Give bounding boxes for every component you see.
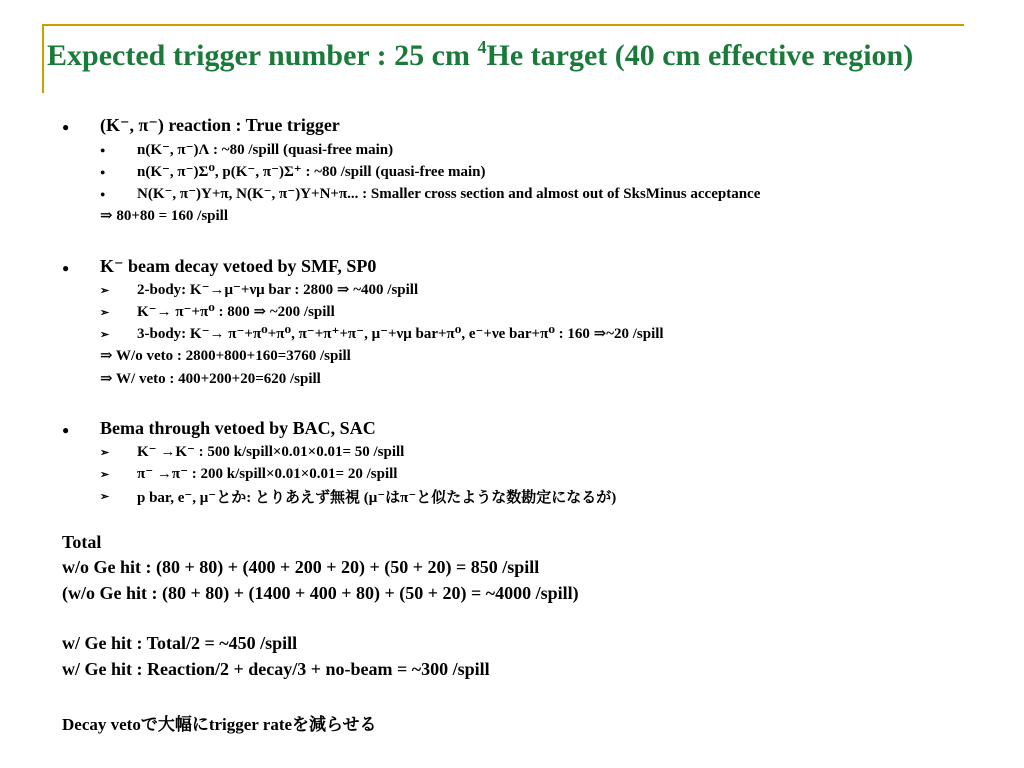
arrow-bullet-icon: ➢: [100, 469, 110, 481]
section2-item-2: K⁻→ π⁻+π⁰ : 800 ⇒ ~200 /spill: [137, 304, 335, 320]
section3-heading: Bema through vetoed by BAC, SAC: [100, 418, 376, 438]
arrow-bullet-icon: ➢: [100, 329, 110, 341]
section2-heading: K⁻ beam decay vetoed by SMF, SP0: [100, 256, 377, 276]
section2-item-1: 2-body: K⁻→μ⁻+νμ bar : 2800 ⇒ ~400 /spill: [137, 282, 419, 298]
bullet-icon: ●: [62, 261, 70, 275]
section3-item-2: π⁻ →π⁻ : 200 k/spill×0.01×0.01= 20 /spill: [137, 466, 398, 482]
arrow-bullet-icon: ➢: [100, 491, 110, 503]
section2-result-without-veto: ⇒ W/o veto : 2800+800+160=3760 /spill: [100, 348, 351, 364]
arrow-bullet-icon: ➢: [100, 307, 110, 319]
bullet-icon: ●: [100, 167, 106, 177]
section3-item-1: K⁻ →K⁻ : 500 k/spill×0.01×0.01= 50 /spill: [137, 444, 405, 460]
section1-result: ⇒ 80+80 = 160 /spill: [100, 208, 229, 224]
title-main: Expected trigger number : 25 cm: [47, 39, 478, 72]
total-label: Total: [62, 532, 102, 552]
bullet-icon: ●: [100, 189, 106, 199]
section1-heading: (K⁻, π⁻) reaction : True trigger: [100, 115, 340, 135]
arrow-bullet-icon: ➢: [100, 447, 110, 459]
section1-item-3: N(K⁻, π⁻)Y+π, N(K⁻, π⁻)Y+N+π... : Smaller cross section and almost out of SksMinus acceptance: [137, 186, 761, 202]
arrow-bullet-icon: ➢: [100, 285, 110, 297]
section2-result-with-veto: ⇒ W/ veto : 400+200+20=620 /spill: [100, 371, 321, 387]
bullet-icon: ●: [62, 423, 70, 437]
total-line-4: w/ Ge hit : Reaction/2 + decay/3 + no-beam = ~300 /spill: [62, 659, 490, 679]
total-line-2: (w/o Ge hit : (80 + 80) + (1400 + 400 + 80) + (50 + 20) = ~4000 /spill): [62, 583, 579, 603]
total-line-3: w/ Ge hit : Total/2 = ~450 /spill: [62, 633, 298, 653]
section1-item-1: n(K⁻, π⁻)Λ : ~80 /spill (quasi-free main): [137, 142, 394, 158]
title-rest: He target (40 cm effective region): [486, 39, 914, 72]
section2-item-3: 3-body: K⁻→ π⁻+π⁰+π⁰, π⁻+π⁺+π⁻, μ⁻+νμ bar+π⁰, e⁻+νe bar+π⁰ : 160 ⇒~20 /spill: [137, 326, 664, 342]
section1-item-2: n(K⁻, π⁻)Σ⁰, p(K⁻, π⁻)Σ⁺ : ~80 /spill (quasi-free main): [137, 164, 486, 180]
title-sup: 4: [477, 37, 487, 57]
bullet-icon: ●: [100, 145, 106, 155]
total-line-1: w/o Ge hit : (80 + 80) + (400 + 200 + 20) + (50 + 20) = 850 /spill: [62, 557, 540, 577]
bullet-icon: ●: [62, 120, 70, 134]
decay-veto-note: Decay vetoで大幅にtrigger rateを減らせる: [62, 715, 377, 734]
section3-item-3: p bar, e⁻, μ⁻とか: とりあえず無視 (μ⁻はπ⁻と似たような数勘定になるが): [137, 490, 617, 506]
